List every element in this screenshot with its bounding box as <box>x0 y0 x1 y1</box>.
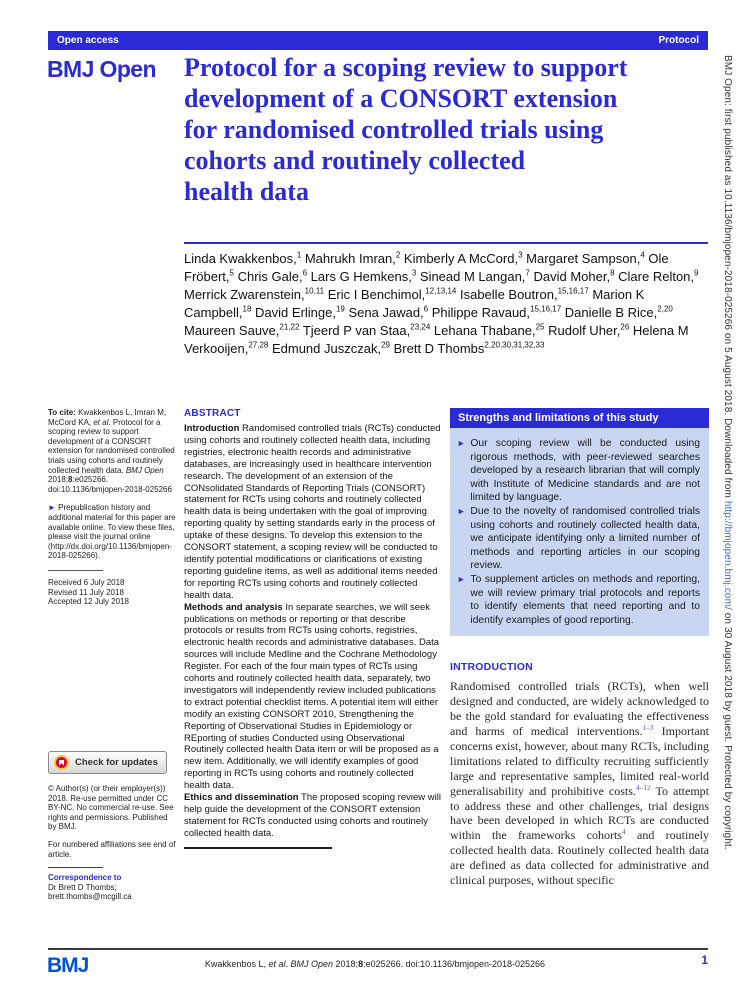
top-banner <box>48 31 708 50</box>
abstract-ethics: Ethics and dissemination The proposed scoping review will help guide the development of the CONSORT extension statement for RCTs conducted using cohorts and routinely collected health data. <box>184 792 441 839</box>
article-title: Protocol for a scoping review to support development of a CONSORT extension for randomised controlled trials using cohorts and routinely collected health data <box>184 53 628 206</box>
sidebar-citation-block <box>48 408 177 607</box>
footer-citation: Kwakkenbos L, et al. BMJ Open 2018;8:e025266. doi:10.1136/bmjopen-2018-025266 <box>204 959 546 969</box>
bmj-logo: BMJ <box>47 954 89 977</box>
check-for-updates-button[interactable] <box>48 751 167 774</box>
title-divider <box>184 242 708 244</box>
strengths-item <box>457 505 700 573</box>
prepublication-note: ► Prepublication history and additional material for this paper are available online. To view these files, please visit the journal online (http://dx.doi.org/10.1136/bmjopen-2018-025266). <box>48 503 176 561</box>
divider <box>48 570 103 571</box>
right-column <box>450 408 709 888</box>
abstract-end-rule <box>184 847 332 849</box>
accepted-date: Accepted 12 July 2018 <box>48 597 129 607</box>
open-access-label: Open access <box>57 35 119 46</box>
strengths-item-text: Due to the novelty of randomised controlled trials using cohorts and routinely collected health data, we anticipate identifying only a limited number of methods and reporting articles in our scoping review. <box>470 505 700 572</box>
strengths-heading: Strengths and limitations of this study <box>450 408 709 428</box>
strengths-item-text: To supplement articles on methods and reporting, we will review primary trial protocols and reports to identify elements that need reporting and to identify examples of good reporting. <box>470 573 700 626</box>
introduction-heading: INTRODUCTION <box>450 661 533 674</box>
divider <box>48 867 103 868</box>
authors-list: Linda Kwakkenbos,$^1$ Mahrukh Imran,$^2$ Kimberly A McCord,$^3$ Margaret Sampson,$^4$ Ole Fröbert,$^5$ Chris Gale,$^6$ Lars G Hemkens,$^3$ Sinead M Langan,$^7$ David Moher,$^8$ Clare Relton,$^9$ Merrick Zwarenstein,$^{10,11}$ Eric I Benchimol,$^{12,13,14}$ Isabelle Boutron,$^{15,16,17}$ Marion K Campbell,$^{18}$ David Erlinge,$^{19}$ Sena Jawad,$^6$ Philippe Ravaud,$^{15,16,17}$ Danielle B Rice,$^{2,20}$ Maureen Sauve,$^{21,22}$ Tjeerd P van Staa,$^{23,24}$ Lehana Thabane,$^{25}$ Rudolf Uher,$^{26}$ Helena M Verkooijen,$^{27,28}$ Edmund Juszczak,$^{29}$ Brett D Thombs$^{2,20,30,31,32,33}$ <box>184 250 699 356</box>
introduction-paragraph: Randomised controlled trials (RCTs), when well designed and conducted, are widely acknowledged to be the gold standard for evaluating the effectiveness and harms of medical interventions.$^{1-3}$ Important concerns exist, however, about many RCTs, including limitations related to difficulty recruiting sufficiently large and representative samples, limited real-world generalisability and prohibitive costs.$^{4-12}$ To attempt to address these and other challenges, trial designs have been developed in which RCTs are conducted within the frameworks cohorts$^4$ and routinely collected health data. Routinely collected health data are defined as data collected for administrative and clinical purposes, without specific <box>450 679 710 888</box>
strengths-box <box>450 408 709 636</box>
received-date: Received 6 July 2018 <box>48 577 125 587</box>
strengths-item-text: Our scoping review will be conducted using rigorous methods, with peer-reviewed searches developed by a research librarian that will comply with Institute of Medicine standards and are not limited by language. <box>470 438 700 504</box>
correspondence-email[interactable]: brett.thombs@mcgill.ca <box>48 892 132 902</box>
crossmark-icon <box>54 755 69 770</box>
footer-background <box>0 948 718 1000</box>
abstract-section <box>184 408 442 849</box>
abstract-heading: ABSTRACT <box>184 408 241 419</box>
bmj-open-logo: BMJ Open <box>47 56 156 82</box>
to-cite-text: To cite: Kwakkenbos L, Imran M, McCord KA, et al. Protocol for a scoping review to support development of a CONSORT extension for randomised controlled trials using cohorts and routinely collected health data. BMJ Open 2018;8:e025266. doi:10.1136/bmjopen-2018-025266 <box>48 408 175 494</box>
check-for-updates-label: Check for updates <box>75 756 158 768</box>
strengths-list <box>450 428 709 636</box>
affiliations-note: For numbered affiliations see end of article. <box>48 839 176 859</box>
vertical-copyright-text: BMJ Open: first published as 10.1136/bmjopen-2018-025266 on 5 August 2018. Downloaded from http://bmjopen.bmj.com/ on 30 August 2018 by guest. Protected by copyright. <box>722 55 733 850</box>
strengths-item <box>457 573 700 627</box>
strengths-item <box>457 437 700 505</box>
revised-date: Revised 11 July 2018 <box>48 587 124 597</box>
page-number: 1 <box>701 953 708 967</box>
article-type-label: Protocol <box>658 35 699 46</box>
footer-divider <box>48 948 708 950</box>
correspondence-heading: Correspondence to <box>48 873 122 883</box>
sidebar-info-block <box>48 751 177 902</box>
abstract-methods: Methods and analysis In separate searches, we will seek publications on methods or reporting or that describe protocols or results from RCTs using cohorts, registries, electronic health records and administrative databases. Data sources will include Medline and the Cochrane Methodology Register. For each of the four main types of RCTs using cohorts and routinely collected health data, separately, two investigators will independently review included publications to extract potential checklist items. A potential item will either modify an existing CONSORT 2010, Strengthening the Reporting of Observational Studies in Epidemiology or REporting of studies Conducted using Observational Routinely collected health Data item or will be proposed as a new item. Additionally, we will identify examples of good reporting in RCTs using cohorts and routinely collected health data. <box>184 601 440 792</box>
correspondence-name: Dr Brett D Thombs; <box>48 882 117 892</box>
abstract-introduction: Introduction Randomised controlled trials (RCTs) conducted using cohorts and routinely collected health data, including registries, electronic health records and administrative databases, are increasingly used in healthcare intervention research. The development of an extension of the CONsolidated Standards of Reporting Trials (CONSORT) statement for RCTs using cohorts and routinely collected health data is being undertaken with the goal of improving reporting quality by setting standards early in the process of uptake of these designs. To develop this extension to the CONSORT statement, a scoping review will be conducted to identify potential modifications or clarifications of existing reporting guideline items, as well as additional items needed for reporting RCTs using cohorts and routinely collected health data. <box>184 423 441 601</box>
copyright-notice: © Author(s) (or their employer(s)) 2018. Re-use permitted under CC BY-NC. No commercial re-use. See rights and permissions. Published by BMJ. <box>48 784 174 832</box>
triangle-bullet-icon: ► <box>457 573 466 584</box>
triangle-bullet-icon: ► <box>457 505 466 516</box>
triangle-bullet-icon: ► <box>457 438 466 448</box>
